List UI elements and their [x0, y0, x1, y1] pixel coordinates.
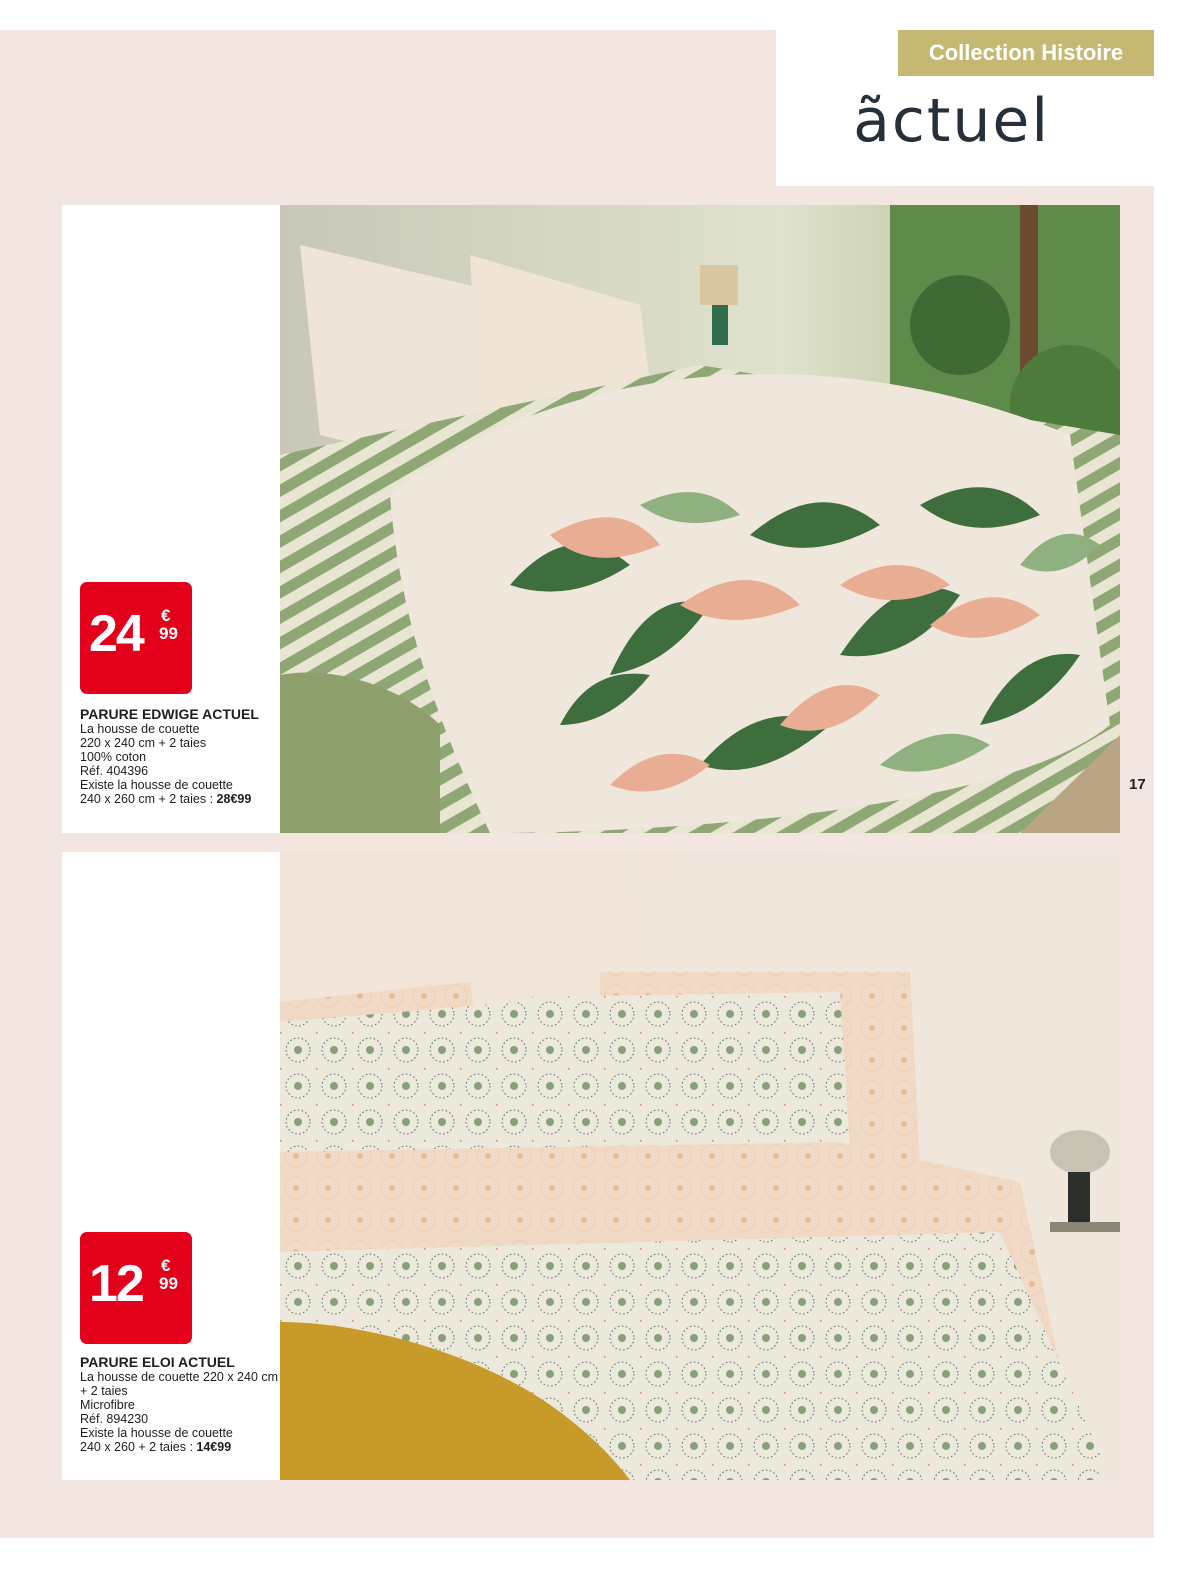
price-cents: 99: [159, 624, 178, 643]
product-detail: Existe la housse de couette: [80, 1426, 233, 1440]
price-cents: 99: [159, 1274, 178, 1293]
product-detail: Existe la housse de couette: [80, 778, 233, 792]
product-photo-geometric-duvet: [280, 852, 1120, 1480]
brand-logo: ãctuel: [853, 86, 1050, 156]
product-name: PARURE ELOI ACTUEL: [80, 1354, 235, 1370]
product-name: PARURE EDWIGE ACTUEL: [80, 706, 259, 722]
product-detail: La housse de couette 220 x 240 cm: [80, 1370, 279, 1384]
product-reference: Réf. 404396: [80, 764, 149, 778]
alternative-size-line: [80, 1440, 280, 1454]
alternative-size-text: 240 x 260 cm + 2 taies :: [80, 792, 217, 806]
alternative-size-text: 240 x 260 + 2 taies :: [80, 1440, 197, 1454]
price-euros: 24: [89, 605, 143, 663]
alternative-size-price: 14€99: [196, 1440, 232, 1454]
price-euros: 12: [89, 1255, 143, 1313]
product-detail: Microfibre: [80, 1398, 135, 1412]
product-reference: Réf. 894230: [80, 1412, 149, 1426]
product-photo-leaf-duvet: [280, 205, 1120, 833]
product-card-edwige: [62, 205, 1120, 833]
product-detail: 100% coton: [80, 750, 147, 764]
product-info: [80, 1354, 280, 1454]
price-currency: €: [161, 606, 171, 625]
price-tag: [80, 582, 192, 694]
alternative-size-price: 28€99: [216, 792, 252, 806]
price-currency: €: [161, 1256, 171, 1275]
product-detail: La housse de couette: [80, 722, 200, 736]
product-detail: 220 x 240 cm + 2 taies: [80, 736, 207, 750]
price-tag: [80, 1232, 192, 1344]
page-number: 17: [1129, 776, 1146, 793]
product-detail: + 2 taies: [80, 1384, 128, 1398]
product-card-eloi: [62, 852, 1120, 1480]
product-info: [80, 706, 280, 806]
collection-badge: Collection Histoire: [898, 30, 1154, 76]
alternative-size-line: [80, 792, 280, 806]
